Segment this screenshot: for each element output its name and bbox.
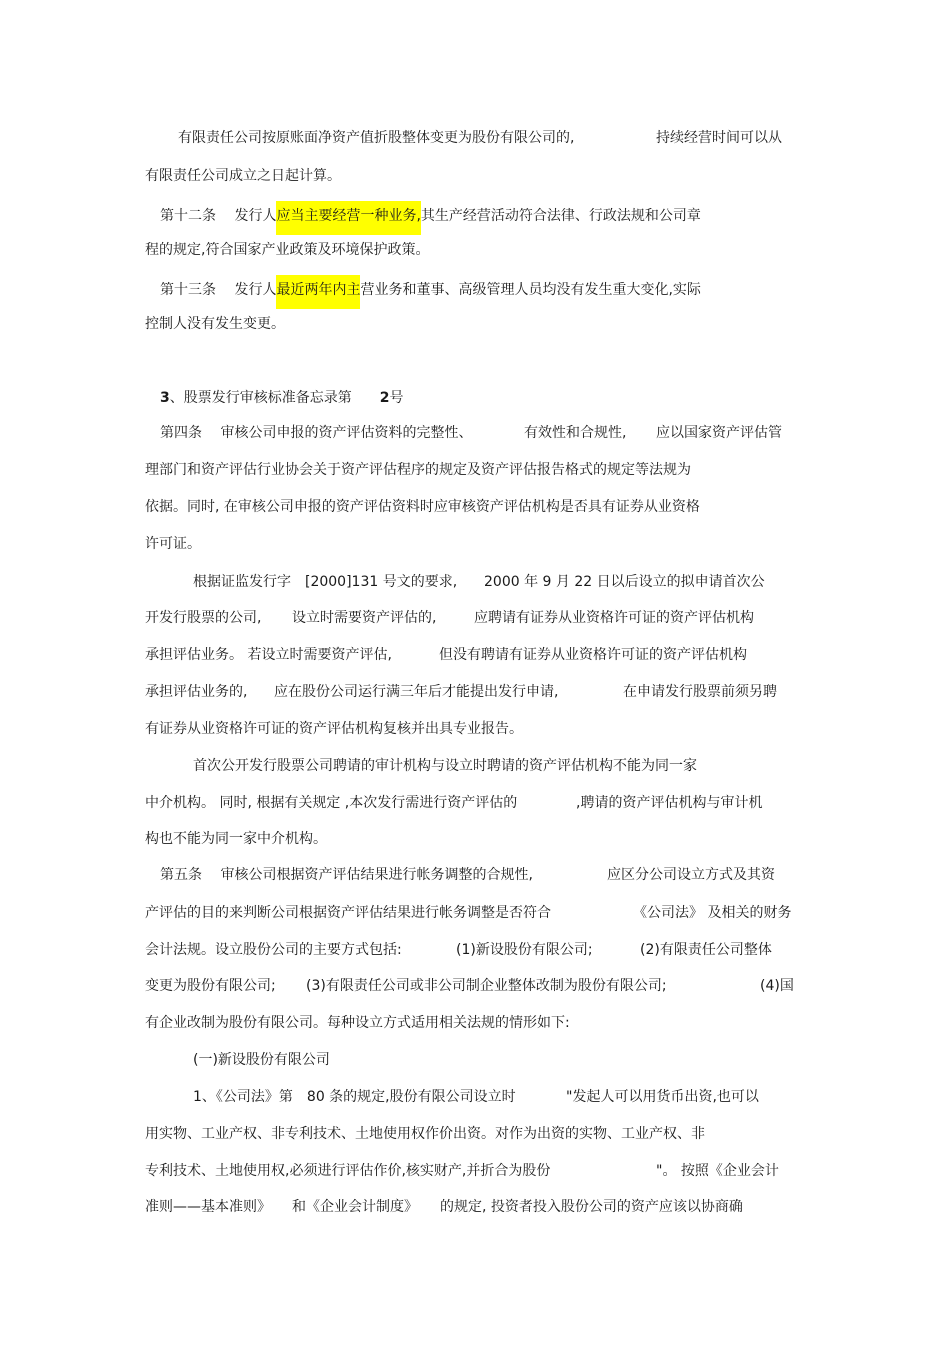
heading-number: 3 [160,390,170,406]
text-line [145,719,523,739]
text-run: 但没有聘请有证券从业资格许可证的资产评估机构 [439,647,747,663]
heading-text: 号 [389,390,404,406]
text-run: 变更为股份有限公司; [145,978,276,994]
highlighted-text: 最近两年内主 [276,275,360,309]
heading-text: 、股票发行审核标准备忘录第 [169,390,352,406]
text-run: 1、《公司法》第 80 条的规定,股份有限公司设立时 [193,1089,516,1105]
text-run: 2000 年 9 月 22 日以后设立的拟申请首次公 [484,574,765,590]
text-line [274,682,558,702]
text-run: 应区分公司设立方式及其资 [607,867,775,883]
text-run: 应以国家资产评估管 [656,425,782,441]
text-line [456,940,593,960]
text-run: 第四条 审核公司申报的资产评估资料的完整性、 [160,425,473,441]
text-line [656,1161,779,1181]
text-line [145,645,392,665]
text-line [145,608,261,628]
text-line [160,865,533,885]
text-line [566,1087,759,1107]
text-run: 有限责任公司按原账面净资产值折股整体变更为股份有限公司的, [178,130,575,146]
article-13-line [160,276,701,304]
text-run: 第十二条 发行人 [160,208,277,224]
text-line [178,128,574,148]
text-run: 有企业改制为股份有限公司。每种设立方式适用相关法规的情形如下: [145,1015,570,1031]
text-run: 其生产经营活动符合法律、行政法规和公司章 [420,208,701,224]
text-run: 应聘请有证券从业资格许可证的资产评估机构 [474,610,754,626]
text-line [160,423,472,443]
section-heading [160,388,404,408]
text-run: 中介机构。 同时, 根据有关规定 ,本次发行需进行资产评估的 [145,795,518,811]
text-run: 有证券从业资格许可证的资产评估机构复核并出具专业报告。 [145,721,523,737]
text-run: 开发行股票的公司, [145,610,262,626]
text-run: 首次公开发行股票公司聘请的审计机构与设立时聘请的资产评估机构不能为同一家 [193,758,697,774]
subsection-heading [193,1050,330,1070]
text-run: 准则——基本准则》 [145,1199,271,1215]
text-line [145,976,276,996]
text-run: 持续经营时间可以从 [656,130,782,146]
text-line [145,314,285,334]
text-run: 构也不能为同一家中介机构。 [145,831,327,847]
text-run: "。 按照《企业会计 [656,1163,779,1179]
text-run: 会计法规。设立股份公司的主要方式包括: [145,942,402,958]
text-run: 根据证监发行字 [2000]131 号文的要求, [193,574,458,590]
heading-number: 2 [379,390,390,406]
text-run: (一)新设股份有限公司 [193,1052,330,1068]
text-line [145,1161,550,1181]
text-line [656,423,782,443]
text-run: 《公司法》 及相关的财务 [633,905,792,921]
text-line [439,645,747,665]
text-run: 应在股份公司运行满三年后才能提出发行申请, [274,684,559,700]
text-line [193,756,697,776]
text-run: 在申请发行股票前须另聘 [623,684,777,700]
text-run: 理部门和资产评估行业协会关于资产评估程序的规定及资产评估报告格式的规定等法规为 [145,462,691,478]
text-run: 控制人没有发生变更。 [145,316,285,332]
text-line [292,1197,418,1217]
text-line [484,572,765,592]
text-line [145,682,247,702]
highlighted-text: 应当主要经营一种业务, [276,201,420,235]
text-line [633,903,791,923]
text-line [524,423,626,443]
text-run: 和《企业会计制度》 [292,1199,418,1215]
text-run: 设立时需要资产评估的, [292,610,437,626]
text-run: 承担评估业务的, [145,684,248,700]
text-line [145,1124,705,1144]
text-line [193,572,457,592]
text-line [145,166,341,186]
text-line [145,1013,570,1033]
text-run: "发起人可以用货币出资,也可以 [566,1089,759,1105]
text-run: 专利技术、土地使用权,必须进行评估作价,核实财产,并折合为股份 [145,1163,551,1179]
text-line [656,128,782,148]
text-line [145,497,700,517]
text-run: 承担评估业务。 若设立时需要资产评估, [145,647,392,663]
text-run: 第十三条 发行人 [160,282,277,298]
text-line [145,460,691,480]
text-line [193,1087,516,1107]
text-run: 产评估的目的来判断公司根据资产评估结果进行帐务调整是否符合 [145,905,551,921]
text-run: 依据。同时, 在审核公司申报的资产评估资料时应审核资产评估机构是否具有证券从业资格 [145,499,700,515]
text-run: (2)有限责任公司整体 [640,942,772,958]
text-line [306,976,667,996]
text-line [623,682,777,702]
article-12-line [160,202,701,230]
text-run: 许可证。 [145,536,201,552]
text-line [145,1197,271,1217]
text-line [145,793,517,813]
text-run: 用实物、工业产权、非专利技术、土地使用权作价出资。对作为出资的实物、工业产权、非 [145,1126,705,1142]
text-line [145,940,402,960]
text-line [440,1197,743,1217]
text-run: 有限责任公司成立之日起计算。 [145,168,341,184]
text-run: (1)新设股份有限公司; [456,942,593,958]
text-line [474,608,754,628]
text-run: 营业务和董事、高级管理人员均没有发生重大变化,实际 [360,282,701,298]
text-run: ,聘请的资产评估机构与审计机 [576,795,763,811]
text-run: (4)国 [760,978,794,994]
text-line [576,793,762,813]
text-line [145,903,551,923]
text-run: 第五条 审核公司根据资产评估结果进行帐务调整的合规性, [160,867,533,883]
text-line [145,240,429,260]
text-line [760,976,794,996]
text-run: 有效性和合规性, [524,425,627,441]
text-line [145,534,201,554]
text-line [640,940,772,960]
text-line [607,865,775,885]
text-line [145,829,327,849]
text-run: 程的规定,符合国家产业政策及环境保护政策。 [145,242,430,258]
text-run: (3)有限责任公司或非公司制企业整体改制为股份有限公司; [306,978,667,994]
text-line [292,608,436,628]
text-run: 的规定, 投资者投入股份公司的资产应该以协商确 [440,1199,743,1215]
